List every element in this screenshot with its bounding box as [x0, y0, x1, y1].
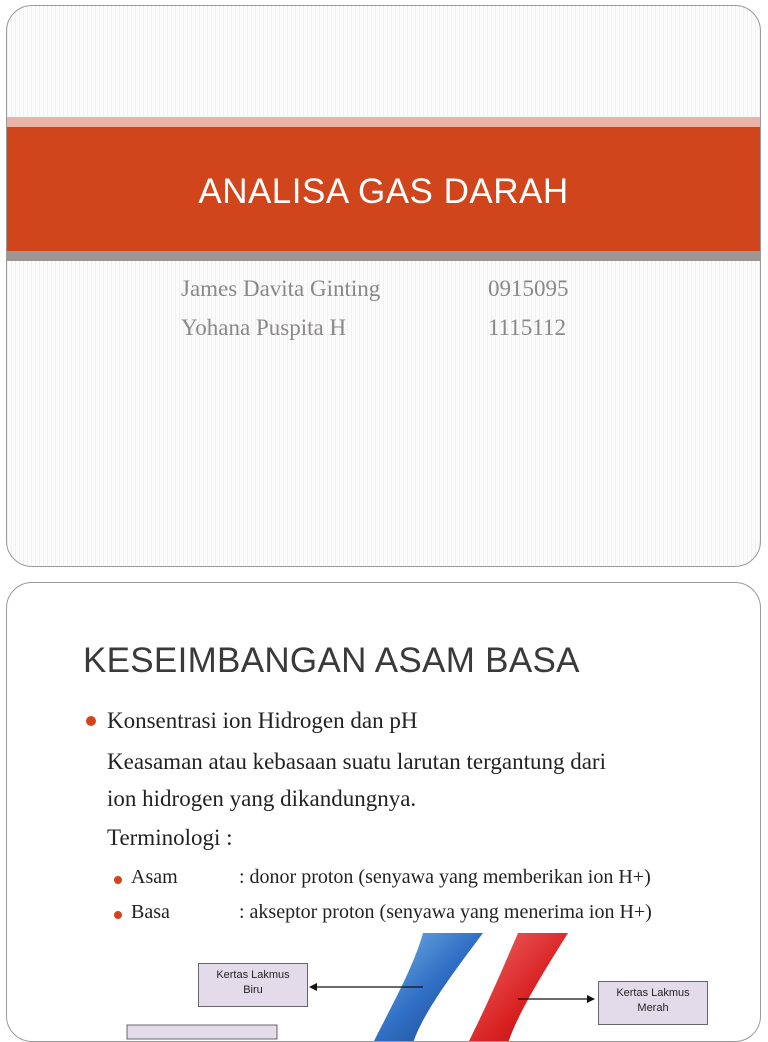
slide-heading: KESEIMBANGAN ASAM BASA [83, 641, 580, 680]
term-acid: Asam [131, 866, 178, 888]
title-band-top-stripe [7, 117, 760, 127]
paragraph-line-2: ion hidrogen yang dikandungnya. [107, 786, 417, 811]
arrow-head-right [587, 995, 595, 1003]
arrow-head-left [309, 983, 317, 991]
slide-title-text: ANALISA GAS DARAH [198, 172, 569, 211]
term-base: Basa [131, 901, 170, 923]
bullet-text-1: Konsentrasi ion Hidrogen dan pH [107, 708, 418, 733]
author-name-2: Yohana Puspita H [181, 315, 347, 340]
sub-bullet-dot [114, 911, 122, 919]
litmus-paper-figure [123, 933, 723, 1042]
red-litmus-strip [468, 933, 568, 1042]
slide-acid-base [6, 582, 761, 1042]
terminology-label: Terminologi : [107, 825, 233, 850]
author-id-1: 0915095 [488, 276, 569, 301]
label-red-litmus [598, 981, 708, 1025]
label-blue-line1: Kertas Lakmus [216, 969, 290, 981]
title-band-bottom-stripe [7, 251, 760, 261]
sub-bullet-dot [114, 876, 122, 884]
label-red-line1: Kertas Lakmus [616, 987, 690, 999]
caption-box-left-bottom [127, 1025, 277, 1039]
title-band [7, 127, 760, 251]
label-red-line2: Merah [637, 1002, 669, 1014]
bullet-dot [86, 716, 96, 726]
term-acid-definition: : donor proton (senyawa yang memberikan ion H+) [239, 866, 651, 888]
paragraph-line-1: Keasaman atau kebasaan suatu larutan tergantung dari [107, 749, 606, 774]
author-name-1: James Davita Ginting [181, 276, 381, 301]
label-blue-litmus [198, 963, 308, 1007]
label-blue-line2: Biru [243, 984, 263, 996]
slide-title [6, 5, 761, 567]
term-base-definition: : akseptor proton (senyawa yang menerima ion H+) [239, 901, 652, 923]
author-id-2: 1115112 [488, 315, 566, 340]
